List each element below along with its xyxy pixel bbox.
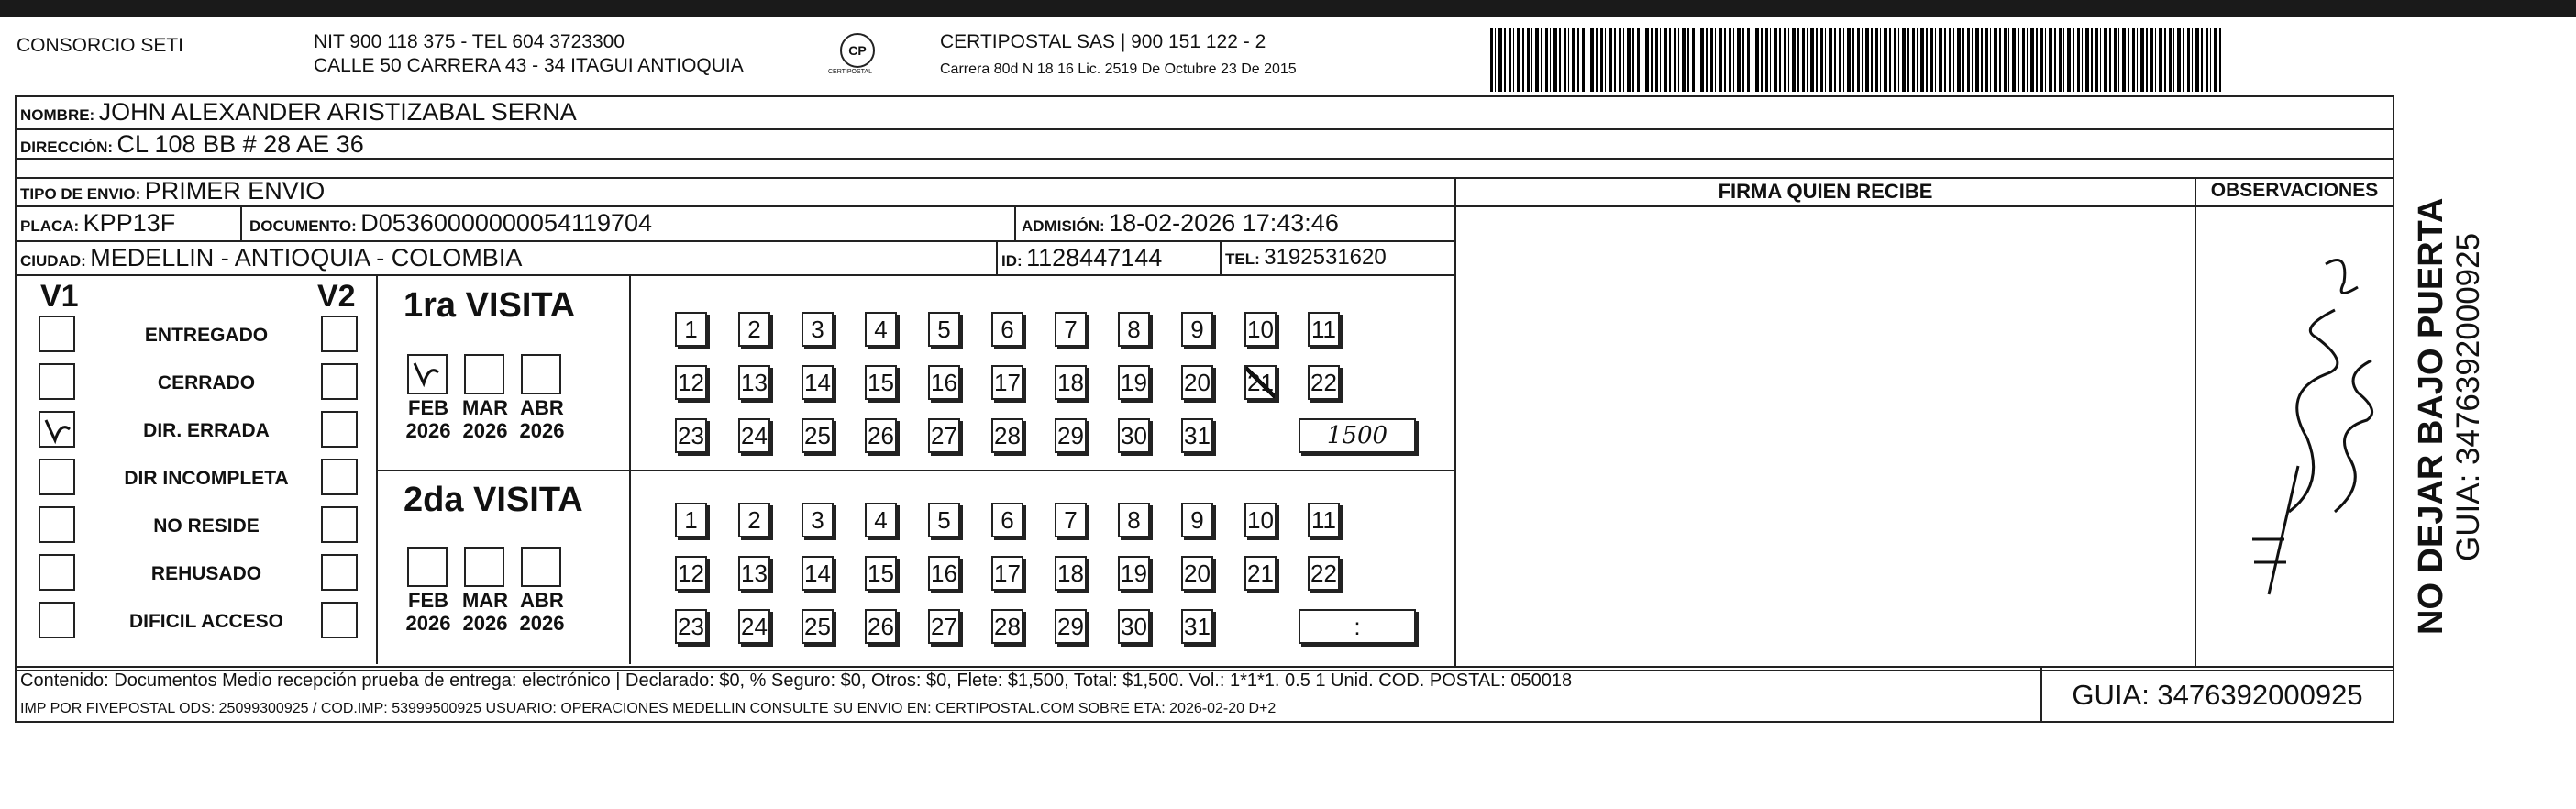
visit2-day-7[interactable]: 7 (1055, 503, 1087, 537)
id-value: 1128447144 (1026, 244, 1163, 272)
v2-label: V2 (317, 279, 356, 314)
visit1-day-25[interactable]: 25 (802, 418, 834, 453)
visit1-day-6[interactable]: 6 (991, 312, 1023, 347)
visit2-day-20[interactable]: 20 (1181, 556, 1213, 591)
visit1-month-checkbox[interactable] (407, 354, 448, 394)
visit2-day-12[interactable]: 12 (675, 556, 707, 591)
visit1-day-14[interactable]: 14 (802, 365, 834, 400)
tel-row (1225, 243, 1387, 275)
v2-checkbox[interactable] (321, 506, 358, 543)
visit1-day-2[interactable]: 2 (738, 312, 770, 347)
visit1-day-24[interactable]: 24 (738, 418, 770, 453)
visit2-day-9[interactable]: 9 (1181, 503, 1213, 537)
visit1-day-1[interactable]: 1 (675, 312, 707, 347)
documento-value: D05360000000054119704 (360, 209, 653, 237)
visit1-day-15[interactable]: 15 (865, 365, 897, 400)
visit1-month-year: 2026 (519, 419, 565, 442)
tel-value: 3192531620 (1264, 245, 1387, 270)
visit1-day-7[interactable]: 7 (1055, 312, 1087, 347)
visit1-month-checkbox[interactable] (521, 354, 561, 394)
address-line: CALLE 50 CARRERA 43 - 34 ITAGUI ANTIOQUIA (314, 55, 744, 76)
visit2-day-29[interactable]: 29 (1055, 609, 1087, 644)
visit2-month-year: 2026 (405, 612, 451, 635)
v1-checkbox[interactable] (39, 316, 75, 352)
v2-checkbox[interactable] (321, 554, 358, 591)
barcode (1490, 28, 2224, 92)
visit2-month-name: ABR (520, 589, 564, 612)
visit1-day-22[interactable]: 22 (1308, 365, 1340, 400)
status-option: ENTREGADO (144, 325, 269, 346)
visit2-time-field[interactable]: : (1299, 609, 1416, 644)
visit2-day-4[interactable]: 4 (865, 503, 897, 537)
visit1-month-name: ABR (520, 396, 564, 419)
visit1-day-10[interactable]: 10 (1244, 312, 1277, 347)
id-row (1001, 243, 1162, 277)
visit2-day-21[interactable]: 21 (1244, 556, 1277, 591)
visit2-day-22[interactable]: 22 (1308, 556, 1340, 591)
signature-area[interactable] (1458, 209, 2192, 666)
nombre-row (20, 97, 577, 131)
status-option: REHUSADO (150, 563, 262, 584)
visit1-day-3[interactable]: 3 (802, 312, 834, 347)
visit2-month-label (400, 589, 457, 635)
visit2-month-checkbox[interactable] (407, 547, 448, 587)
certipostal-line: CERTIPOSTAL SAS | 900 151 122 - 2 (940, 31, 1266, 52)
v1-label: V1 (40, 279, 79, 314)
footer-line-1: Contenido: Documentos Medio recepción prueba de entrega: electrónico | Declarado: $0, % Seguro: $0, Otros: $0, Flete: $1,500, Total: $1,500. Vol.: 1*1*1. 0.5 1 Unid. COD. POSTAL: 050018 (20, 670, 1573, 691)
admision-value: 18-02-2026 17:43:46 (1109, 209, 1339, 237)
visit2-title: 2da VISITA (404, 481, 583, 519)
visit1-day-19[interactable]: 19 (1118, 365, 1150, 400)
documento-row (249, 208, 652, 242)
status-option: DIFICIL ACCESO (128, 611, 283, 632)
visit2-day-10[interactable]: 10 (1244, 503, 1277, 537)
visit2-day-3[interactable]: 3 (802, 503, 834, 537)
visit1-month-label (400, 396, 457, 442)
check-mark-icon (40, 413, 73, 446)
tel-label: TEL: (1225, 250, 1260, 268)
observation-handwriting (2197, 200, 2392, 664)
visit2-month-year: 2026 (519, 612, 565, 635)
visit1-title: 1ra VISITA (404, 286, 576, 325)
visit1-day-17[interactable]: 17 (991, 365, 1023, 400)
visit1-time-field[interactable]: 1500 (1299, 418, 1416, 453)
visit2-day-27[interactable]: 27 (928, 609, 960, 644)
ciudad-label: CIUDAD: (20, 252, 86, 270)
visit2-day-31[interactable]: 31 (1181, 609, 1213, 644)
visit2-day-15[interactable]: 15 (865, 556, 897, 591)
logo-text: CERTIPOSTAL (828, 69, 872, 75)
placa-label: PLACA: (20, 217, 80, 235)
visit2-day-8[interactable]: 8 (1118, 503, 1150, 537)
v1-checkbox[interactable] (39, 459, 75, 495)
visit2-day-6[interactable]: 6 (991, 503, 1023, 537)
visit1-day-31[interactable]: 31 (1181, 418, 1213, 453)
visit2-day-19[interactable]: 19 (1118, 556, 1150, 591)
visit2-day-16[interactable]: 16 (928, 556, 960, 591)
visit2-month-label (514, 589, 570, 635)
status-option: DIR INCOMPLETA (124, 468, 289, 489)
company-name: CONSORCIO SETI (17, 35, 184, 56)
visit1-day-18[interactable]: 18 (1055, 365, 1087, 400)
direccion-row (20, 129, 364, 163)
visit1-month-name: FEB (408, 396, 448, 419)
visit1-day-30[interactable]: 30 (1118, 418, 1150, 453)
firma-header: FIRMA QUIEN RECIBE (1718, 180, 1933, 203)
visit1-day-13[interactable]: 13 (738, 365, 770, 400)
visit2-day-26[interactable]: 26 (865, 609, 897, 644)
visit1-day-16[interactable]: 16 (928, 365, 960, 400)
v1-checkbox[interactable] (39, 554, 75, 591)
visit2-day-2[interactable]: 2 (738, 503, 770, 537)
visit2-day-14[interactable]: 14 (802, 556, 834, 591)
visit1-month-year: 2026 (462, 419, 508, 442)
visit2-month-label (457, 589, 514, 635)
direccion-value: CL 108 BB # 28 AE 36 (116, 130, 364, 158)
visit1-day-20[interactable]: 20 (1181, 365, 1213, 400)
footer-guia: GUIA: 3476392000925 (2072, 679, 2363, 711)
tipo-value: PRIMER ENVIO (144, 177, 326, 205)
visit2-day-11[interactable]: 11 (1308, 503, 1340, 537)
visit2-day-23[interactable]: 23 (675, 609, 707, 644)
v2-checkbox[interactable] (321, 459, 358, 495)
visit1-day-5[interactable]: 5 (928, 312, 960, 347)
visit2-day-1[interactable]: 1 (675, 503, 707, 537)
v2-checkbox[interactable] (321, 363, 358, 400)
visit2-month-checkbox[interactable] (464, 547, 504, 587)
observation-text: # placa no muestra (2197, 200, 2206, 201)
nit-line: NIT 900 118 375 - TEL 604 3723300 (314, 31, 625, 52)
v1-checkbox[interactable] (39, 363, 75, 400)
visit1-day-4[interactable]: 4 (865, 312, 897, 347)
license-line: Carrera 80d N 18 16 Lic. 2519 De Octubre 23 De 2015 (940, 61, 1297, 77)
visit2-month-year: 2026 (462, 612, 508, 635)
v2-checkbox[interactable] (321, 316, 358, 352)
status-option: NO RESIDE (153, 515, 260, 537)
v1-checkbox[interactable] (39, 411, 75, 448)
visit1-month-year: 2026 (405, 419, 451, 442)
nombre-label: NOMBRE: (20, 106, 95, 124)
visit1-month-label (457, 396, 514, 442)
v2-checkbox[interactable] (321, 411, 358, 448)
direccion-label: DIRECCIÓN: (20, 139, 114, 156)
placa-value: KPP13F (83, 209, 176, 237)
visit1-month-name: MAR (461, 396, 509, 419)
visit2-month-name: FEB (408, 589, 448, 612)
status-option: DIR. ERRADA (143, 420, 270, 441)
visit2-day-30[interactable]: 30 (1118, 609, 1150, 644)
visit1-month-label (514, 396, 570, 442)
visit2-day-18[interactable]: 18 (1055, 556, 1087, 591)
visit1-month-checkbox[interactable] (464, 354, 504, 394)
ciudad-value: MEDELLIN - ANTIOQUIA - COLOMBIA (90, 244, 523, 272)
v2-checkbox[interactable] (321, 602, 358, 638)
visit1-day-27[interactable]: 27 (928, 418, 960, 453)
visit1-day-9[interactable]: 9 (1181, 312, 1213, 347)
top-border (0, 0, 2576, 17)
nombre-value: JOHN ALEXANDER ARISTIZABAL SERNA (98, 98, 577, 126)
v1-checkbox[interactable] (39, 602, 75, 638)
visit2-day-24[interactable]: 24 (738, 609, 770, 644)
visit1-day-26[interactable]: 26 (865, 418, 897, 453)
admision-row (1022, 208, 1339, 242)
visit1-day-8[interactable]: 8 (1118, 312, 1150, 347)
visit2-month-checkbox[interactable] (521, 547, 561, 587)
certipostal-logo-icon: CP (840, 33, 875, 68)
visit1-day-21[interactable]: 21 (1244, 365, 1277, 400)
ciudad-row (20, 243, 522, 277)
observaciones-header: OBSERVACIONES (2210, 180, 2379, 201)
visit2-day-28[interactable]: 28 (991, 609, 1023, 644)
visit2-day-13[interactable]: 13 (738, 556, 770, 591)
side-guia: GUIA: 3476392000925 (2450, 232, 2486, 561)
visit1-day-11[interactable]: 11 (1308, 312, 1340, 347)
admision-label: ADMISIÓN: (1022, 217, 1105, 235)
footer-line-2: IMP POR FIVEPOSTAL ODS: 25099300925 / COD.IMP: 53999500925 USUARIO: OPERACIONES MEDELLIN CONSULTE SU ENVIO EN: CERTIPOSTAL.COM SOBRE ETA: 2026-02-20 D+2 (20, 701, 1277, 716)
documento-label: DOCUMENTO: (249, 217, 357, 235)
side-no-dejar: NO DEJAR BAJO PUERTA (2412, 197, 2450, 635)
tipo-label: TIPO DE ENVIO: (20, 185, 141, 203)
visit2-day-17[interactable]: 17 (991, 556, 1023, 591)
visit2-day-5[interactable]: 5 (928, 503, 960, 537)
status-option: CERRADO (157, 372, 256, 393)
visit2-day-25[interactable]: 25 (802, 609, 834, 644)
placa-row (20, 208, 175, 242)
visit2-month-name: MAR (461, 589, 509, 612)
visit1-day-29[interactable]: 29 (1055, 418, 1087, 453)
visit1-day-28[interactable]: 28 (991, 418, 1023, 453)
id-label: ID: (1001, 252, 1023, 270)
check-mark-icon (409, 356, 442, 389)
tipo-row (20, 176, 325, 210)
visit1-day-12[interactable]: 12 (675, 365, 707, 400)
visit1-day-23[interactable]: 23 (675, 418, 707, 453)
v1-checkbox[interactable] (39, 506, 75, 543)
